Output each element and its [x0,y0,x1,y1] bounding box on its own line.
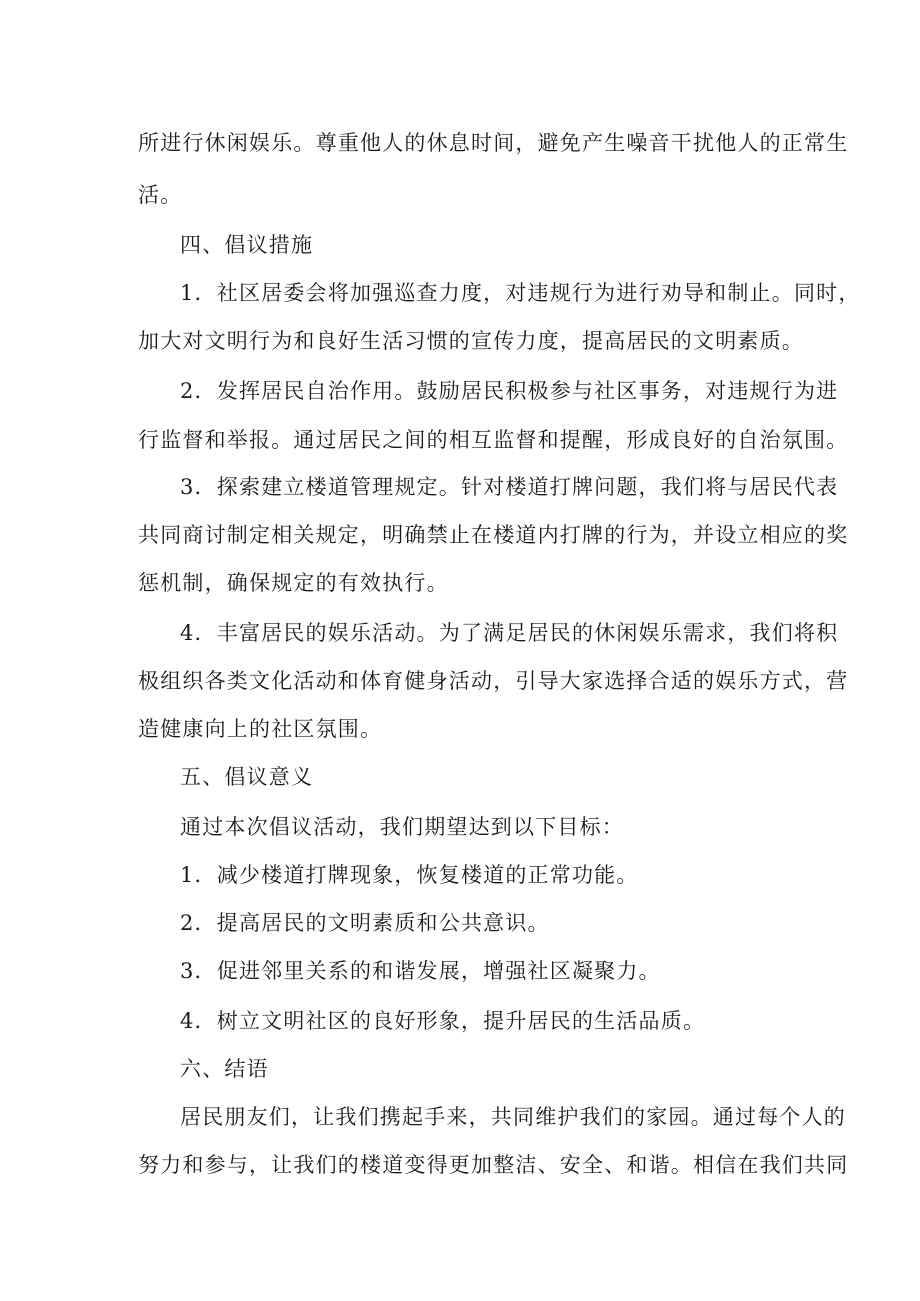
measure-4-line: 极组织各类文化活动和体育健身活动，引导大家选择合适的娱乐方式，营 [138,669,849,693]
section-heading-6: 六、结语 [180,1057,269,1081]
measure-3-line: 共同商讨制定相关规定，明确禁止在楼道内打牌的行为，并设立相应的奖 [138,523,849,547]
measure-3-line: 惩机制，确保规定的有效执行。 [138,571,449,595]
measure-1-line: 1．社区居委会将加强巡查力度，对违规行为进行劝导和制止。同时， [180,281,861,305]
goal-4: 4．树立文明社区的良好形象，提升居民的生活品质。 [180,1009,706,1033]
measure-4-line: 4．丰富居民的娱乐活动。为了满足居民的休闲娱乐需求，我们将积 [180,621,839,645]
goal-3: 3．促进邻里关系的和谐发展，增强社区凝聚力。 [180,959,661,983]
section-heading-4: 四、倡议措施 [180,233,314,257]
closing-line: 居民朋友们，让我们携起手来，共同维护我们的家园。通过每个人的 [180,1105,846,1129]
goal-1: 1．减少楼道打牌现象，恢复楼道的正常功能。 [180,863,639,887]
measure-2-line: 行监督和举报。通过居民之间的相互监督和提醒，形成良好的自治氛围。 [138,428,849,452]
measure-1-line: 加大对文明行为和良好生活习惯的宣传力度，提高居民的文明素质。 [138,329,804,353]
paragraph-line: 活。 [138,183,183,207]
measure-3-line: 3．探索建立楼道管理规定。针对楼道打牌问题，我们将与居民代表 [180,475,839,499]
goal-2: 2．提高居民的文明素质和公共意识。 [180,911,550,935]
goals-intro: 通过本次倡议活动，我们期望达到以下目标： [180,815,624,839]
closing-line: 努力和参与，让我们的楼道变得更加整洁、安全、和谐。相信在我们共同 [138,1153,849,1177]
measure-2-line: 2．发挥居民自治作用。鼓励居民积极参与社区事务，对违规行为进 [180,379,839,403]
measure-4-line: 造健康向上的社区氛围。 [138,717,383,741]
section-heading-5: 五、倡议意义 [180,765,314,789]
paragraph-line: 所进行休闲娱乐。尊重他人的休息时间，避免产生噪音干扰他人的正常生 [138,131,849,155]
